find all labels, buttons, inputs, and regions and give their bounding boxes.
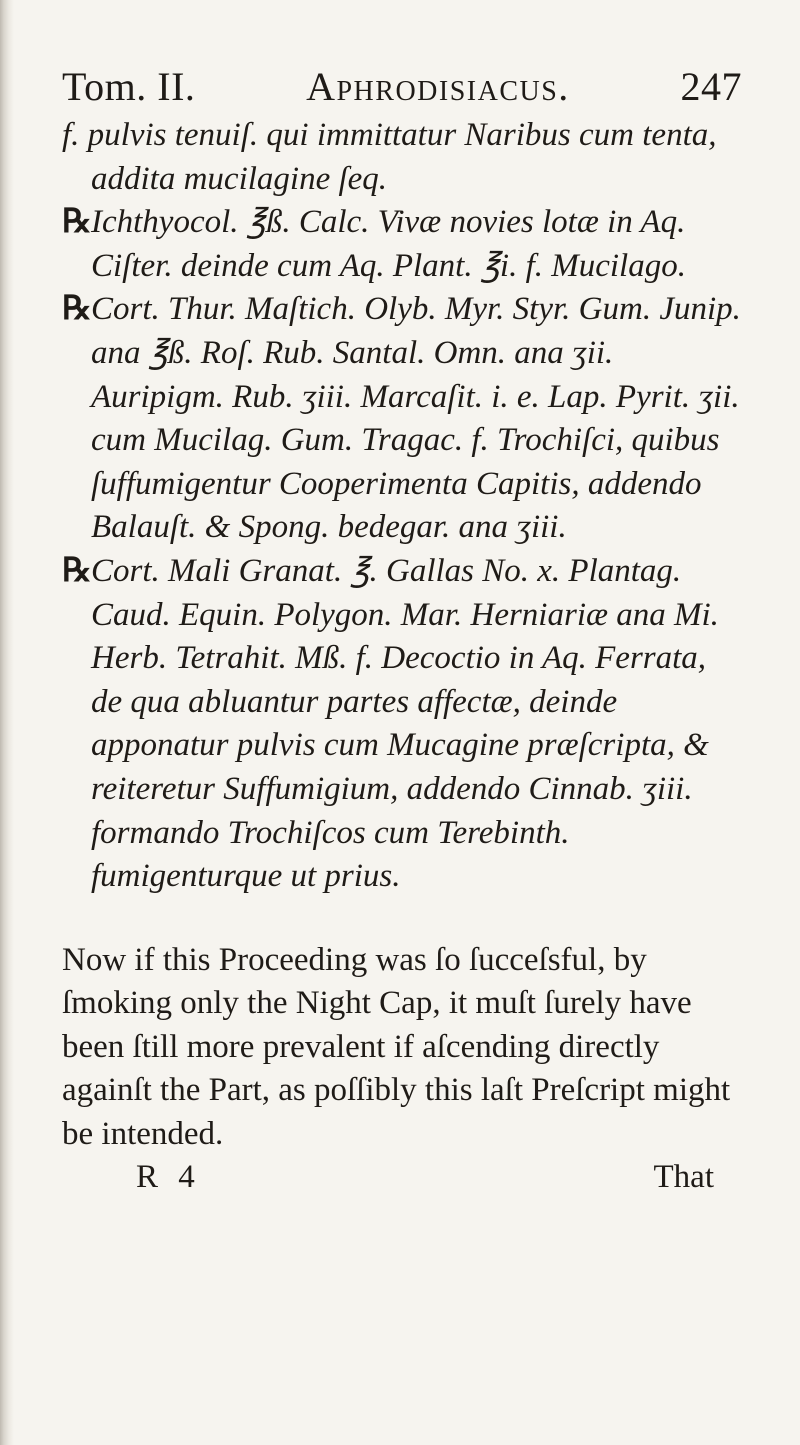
book-page bbox=[62, 62, 742, 1197]
prescription-entry bbox=[62, 550, 742, 899]
signature-mark: R 4 bbox=[136, 1158, 201, 1195]
running-header bbox=[62, 62, 742, 112]
recipe-symbol: ℞ bbox=[62, 291, 92, 328]
page-gutter-shadow bbox=[0, 0, 14, 1445]
prescription-text: Ichthyocol. ℥ß. Calc. Vivæ novies lotæ in Aq. Ciſter. deinde cum Aq. Plant. ℥i. f. Mucilago. bbox=[91, 204, 686, 284]
prescription-entry bbox=[62, 288, 742, 550]
prescriptions bbox=[62, 114, 742, 899]
page-number: 247 bbox=[680, 64, 742, 109]
prescription-text: f. pulvis tenuiſ. qui immittatur Naribus cum tenta, addita mucilagine ſeq. bbox=[62, 117, 717, 197]
commentary bbox=[62, 939, 742, 1197]
prescription-entry bbox=[62, 114, 742, 201]
page-footer bbox=[62, 1157, 742, 1197]
prescription-text: Cort. Thur. Maſtich. Olyb. Myr. Styr. Gum. Junip. ana ℥ß. Roſ. Rub. Santal. Omn. ana ʒii. Auripigm. Rub. ʒiii. Marcaſit. i. e. Lap. Pyrit. ʒii. cum Mucilag. Gum. Tragac. f. Trochiſci, quibus ſuffumigentur Cooperimenta Capitis, addendo Balauſt. & Spong. bedegar. ana ʒiii. bbox=[91, 291, 741, 546]
recipe-symbol: ℞ bbox=[62, 204, 92, 241]
prescription-text: Cort. Mali Granat. ℥. Gallas No. x. Plantag. Caud. Equin. Polygon. Mar. Herniariæ ana Mi. Herb. Tetrahit. Mß. f. Decoctio in Aq. Ferrata, de qua abluantur partes affectæ, deinde apponatur pulvis cum Mucagine præſcripta, & reiteretur Suffumigium, addendo Cinnab. ʒiii. formando Trochiſcos cum Terebinth. fumigenturque ut prius. bbox=[91, 552, 719, 895]
catchword: That bbox=[653, 1158, 714, 1195]
prescription-entry bbox=[62, 201, 742, 288]
recipe-symbol: ℞ bbox=[62, 552, 92, 589]
section-title: Aphrodisiacus. bbox=[306, 64, 570, 109]
commentary-paragraph: Now if this Proceeding was ſo ſucceſsful, by ſmoking only the Night Cap, it muſt ſurely have been ſtill more prevalent if aſcending directly againſt the Part, as poſſibly this laſt Preſcript might be intended. bbox=[62, 941, 731, 1153]
volume-label: Tom. II. bbox=[62, 64, 196, 109]
